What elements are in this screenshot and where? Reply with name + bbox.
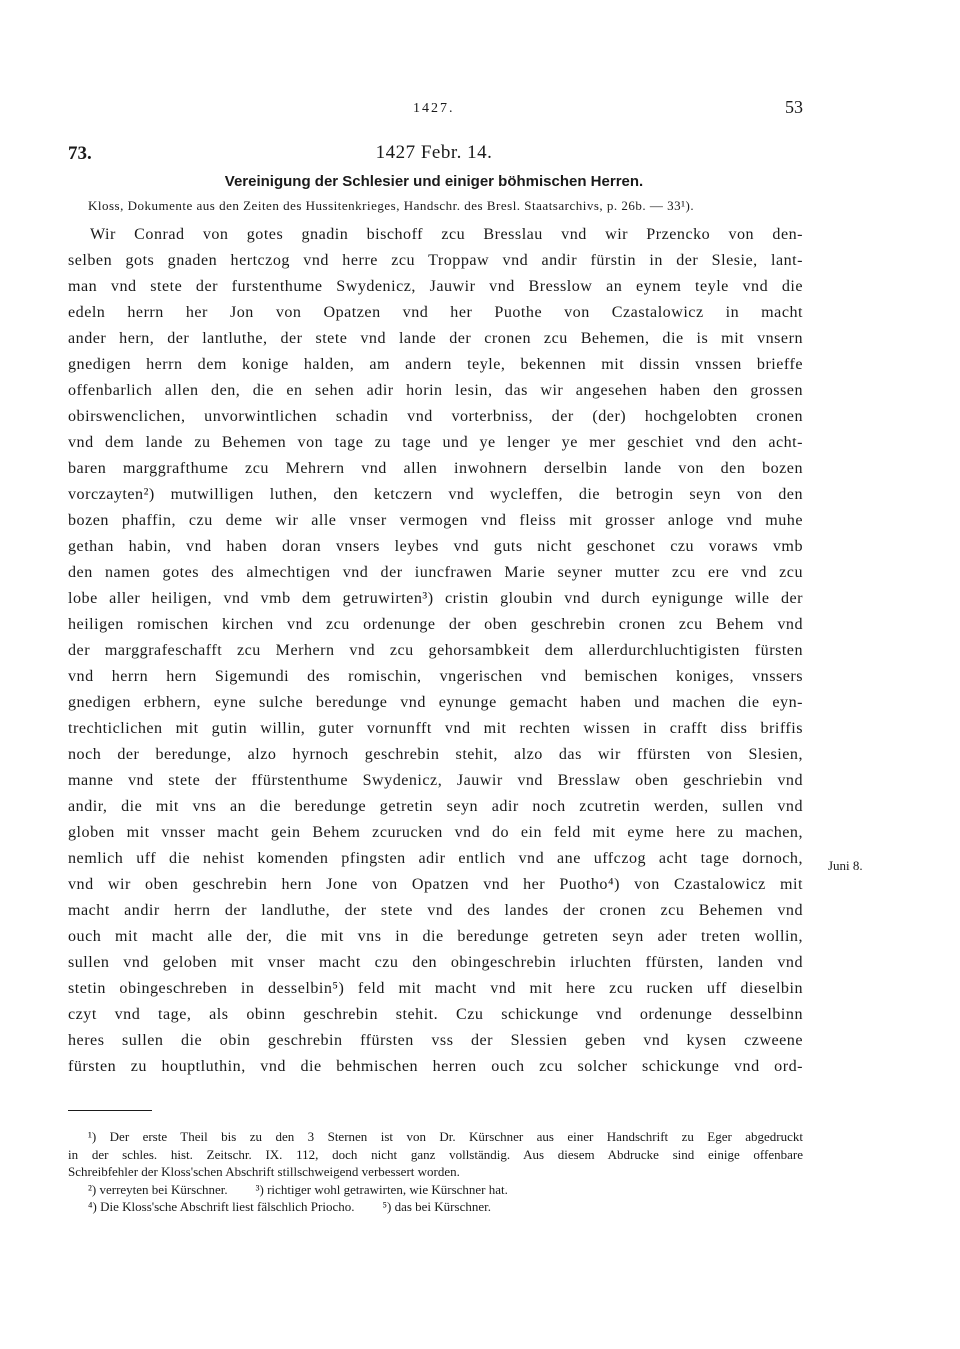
body-line: noch der beredunge, alzo hyrnoch geschrebin stehit, alzo das wir ffürsten von Slesien, [68, 746, 803, 763]
body-line: heres sullen die obin geschrebin ffürsten vss der Slessien geben vnd kysen czweene [68, 1032, 803, 1049]
body-line: heiligen romischen kirchen vnd zcu ordenunge der oben geschrebin cronen zcu Behem vnd [68, 616, 803, 633]
footnote-1-line-1: ¹) Der erste Theil bis zu den 3 Sternen ist von Dr. Kürschner aus einer Handschrift zu Eger abgedruckt [88, 1129, 803, 1144]
body-line: selben gots gnaden hertczog vnd herre zcu Troppaw vnd andir fürstin in der Slesie, lant- [68, 252, 803, 269]
body-line: manne vnd stete der ffürstenthume Swydenicz, Jauwir vnd Bresslaw oben geschriebin vnd [68, 772, 803, 789]
running-head [0, 97, 960, 121]
document-number: 73. [68, 143, 92, 164]
running-year: 1427. [413, 101, 455, 116]
body-line: obirswenclichen, unvorwintlichen schadin vnd vorterbniss, der (der) hochgelobten cronen [68, 408, 803, 425]
body-line: fürsten zu houptluthin, vnd die behmischen herren ouch zcu solcher schickunge vnd ord- [68, 1058, 803, 1075]
document-title: Vereinigung der Schlesier und einiger böhmischen Herren. [224, 173, 644, 190]
footnote-5: ⁵) das bei Kürschner. [382, 1199, 491, 1214]
footnote-1-line-2: in der schles. hist. Zeitschr. IX. 112, doch nicht ganz vollständig. Aus diesem Abdrucke sind einige offenbare [68, 1146, 803, 1162]
body-line: stetin obingeschreben in desselbin⁵) feld mit macht vnd mit here zcu rucken uff dieselbin [68, 980, 803, 997]
body-line: der marggrafeschafft zcu Merhern vnd zcu gehorsambkeit dem allerdurchluchtigisten fürsten [68, 642, 803, 659]
body-line: baren marggrafthume zcu Mehrern vnd allen inwohnern derselbin lande von den bozen [68, 460, 803, 477]
body-line: gethan habin, vnd haben doran vnsers leybes vnd guts nicht geschonet czu voraws vmb [68, 538, 803, 555]
body-line: vnd herrn hern Sigemundi des romischin, vngerischen vnd bemischen koniges, vnssers [68, 668, 803, 685]
body-line: offenbarlich allen den, die en sehen adir horin lesin, das wir angesehen haben den grossen [68, 382, 803, 399]
document-date: 1427 Febr. 14. [375, 142, 493, 163]
page-number: 53 [785, 97, 803, 117]
body-line: ander hern, der lantluthe, der stete vnd lande der cronen zcu Behemen, die is mit vnsern [68, 330, 803, 347]
body-text [68, 222, 803, 1080]
body-line: globen mit vnsser macht gein Behem zcurucken vnd do ein feld mit eyme here zu machen, [68, 824, 803, 841]
footnote-divider [68, 1110, 152, 1111]
body-line: gnedigen erbhern, eyne sulche beredunge vnd eynunge gemacht haben und machen die eyn- [68, 694, 803, 711]
body-line: bozen phaffin, czu deme wir alle vnser vermogen vnd fleiss mit grosser anloge vnd muhe [68, 512, 803, 529]
body-line: vorczayten²) mutwilligen luthen, den ketczern vnd wycleffen, die betrogin seyn von den [68, 486, 803, 503]
footnote-1-line-3: Schreibfehler der Kloss'schen Abschrift stillschweigend verbessert worden. [68, 1164, 460, 1179]
body-line: andir, die mit vns an die beredunge getretin seyn adir noch zcutretin werden, sullen vnd [68, 798, 803, 815]
body-line: lobe aller heiligen, vnd vmb dem getruwirten³) cristin gloubin vnd durch eynigunge wille der [68, 590, 803, 607]
footnote-3: ³) richtiger wohl getrawirten, wie Kürschner hat. [255, 1181, 508, 1197]
margin-note-date: Juni 8. [828, 858, 863, 873]
footnote-2: ²) verreyten bei Kürschner. [88, 1181, 228, 1197]
footnote-row-4-5 [68, 1198, 803, 1216]
body-line: edeln herrn her Jon von Opatzen vnd her Puothe von Czastalowicz in macht [68, 304, 803, 321]
document-source: Kloss, Dokumente aus den Zeiten des Hussitenkrieges, Handschr. des Bresl. Staatsarchivs, p. 26b. — 33¹). [88, 198, 695, 213]
body-line: czyt vnd tage, als obinn geschrebin stehit. Czu schickunge vnd ordenunge desselbinn [68, 1006, 803, 1023]
body-line: gnedigen herrn dem konige halden, am andern teyle, bekennen mit dissin vnssen brieffe [68, 356, 803, 373]
footnote-row-2-3 [68, 1181, 803, 1199]
footnotes [68, 1128, 803, 1216]
body-line: nemlich uff die nehist komenden pfingsten adir entlich vnd ane uffczog acht tage dornoch, [68, 850, 803, 867]
body-line: den namen gotes des almechtigen vnd der iuncfrawen Marie seyner mutter zcu ere vnd zcu [68, 564, 803, 581]
body-line: Wir Conrad von gotes gnadin bischoff zcu Bresslau vnd wir Przencko von den- [90, 226, 803, 243]
body-line: trechticlichen mit gutin willin, guter vornunfft vnd mit rechten wissen in crafft diss briffis [68, 720, 803, 737]
body-line: ouch mit macht alle der, die mit vns in die beredunge getreten seyn ader treten wollin, [68, 928, 803, 945]
body-line: vnd wir oben geschrebin hern Jone von Opatzen vnd her Puotho⁴) von Czastalowicz mit [68, 876, 803, 893]
body-line: macht andir herrn der landluthe, der stete vnd des landes der cronen zcu Behemen vnd [68, 902, 803, 919]
body-line: sullen vnd geloben mit vnser macht czu den obingeschrebin irluchten ffürsten, landen vnd [68, 954, 803, 971]
footnote-4: ⁴) Die Kloss'sche Abschrift liest fälschlich Priocho. [88, 1199, 355, 1214]
body-line: man vnd stete der furstenthume Swydenicz, Jauwir vnd Bresslow an eynem teyle vnd die [68, 278, 803, 295]
body-line: vnd dem lande zu Behemen von tage zu tage und ye lenger ye mer geschiet vnd den acht- [68, 434, 803, 451]
